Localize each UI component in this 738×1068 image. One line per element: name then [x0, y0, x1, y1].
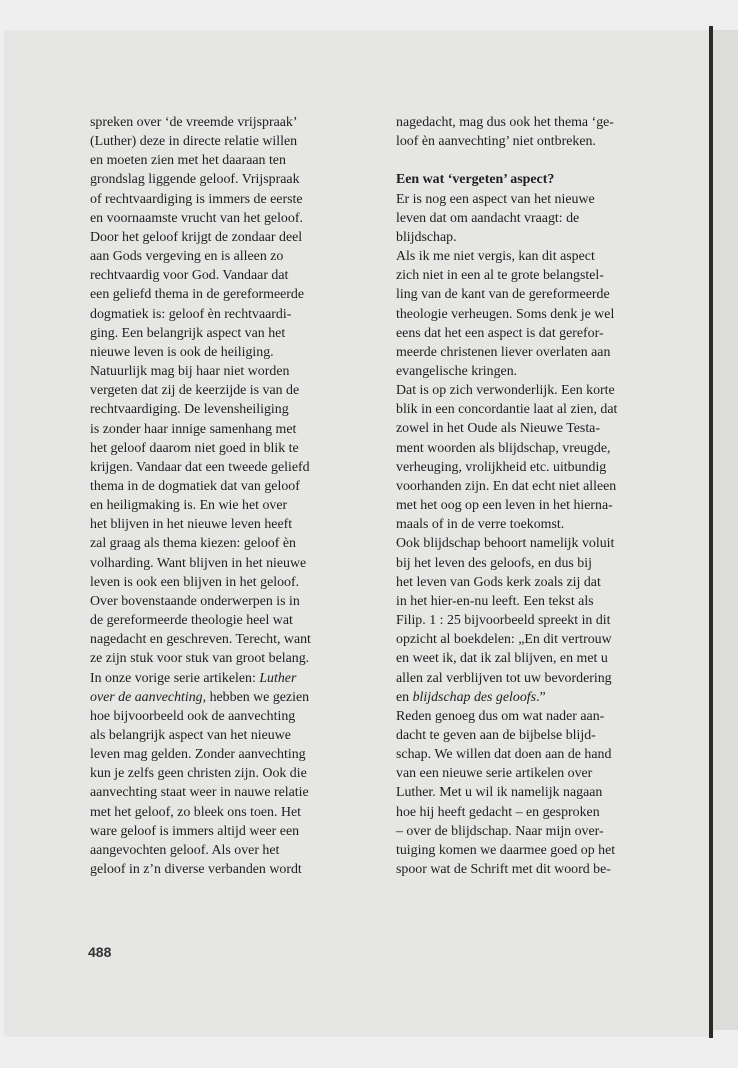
section-heading: Een wat ‘vergeten’ aspect?	[396, 172, 555, 188]
text-line: vergeten dat zij de keerzijde is van de	[90, 383, 300, 399]
text-line: of rechtvaardiging is immers de eerste	[90, 191, 303, 207]
text-line: zowel in het Oude als Nieuwe Testa-	[396, 421, 600, 437]
text-line: voorhanden zijn. En dat echt niet alleen	[396, 478, 617, 494]
text-line: zal graag als thema kiezen: geloof èn	[90, 536, 296, 552]
text-line: ment woorden als blijdschap, vreugde,	[396, 440, 611, 456]
text-line: Er is nog een aspect van het nieuwe	[396, 191, 595, 207]
text-line: Reden genoeg dus om wat nader aan-	[396, 708, 605, 724]
text-line: thema in de dogmatiek dat van geloof	[90, 478, 300, 494]
text-line: grondslag liggende geloof. Vrijspraak	[90, 172, 300, 188]
text-line: aanvechting staat weer in nauwe relatie	[90, 785, 309, 801]
text-line: blik in een concordantie laat al zien, dat	[396, 402, 618, 418]
text-line: nagedacht en geschreven. Terecht, want	[90, 632, 311, 648]
text-line: rechtvaardiging. De levensheiliging	[90, 402, 289, 418]
text-line: ling van de kant van de gereformeerde	[396, 287, 610, 303]
text-line: Filip. 1 : 25 bijvoorbeeld spreekt in dit	[396, 613, 611, 629]
text-line: blijdschap.	[396, 229, 457, 245]
text-line: dacht te geven aan de bijbelse blijd-	[396, 727, 596, 743]
text-line: verheuging, vrolijkheid etc. uitbundig	[396, 459, 607, 475]
text-line: leven is ook een blijven in het geloof.	[90, 574, 300, 590]
text-line: Natuurlijk mag bij haar niet worden	[90, 364, 290, 380]
text-line: maals of in de verre toekomst.	[396, 517, 565, 533]
text-line: het blijven in het nieuwe leven heeft	[90, 517, 293, 533]
text-line: volharding. Want blijven in het nieuwe	[90, 555, 307, 571]
text-line: spoor wat de Schrift met dit woord be-	[396, 862, 611, 878]
text-line: leven mag gelden. Zonder aanvechting	[90, 747, 306, 763]
right-text-column	[396, 113, 666, 879]
text-line: Dat is op zich verwonderlijk. Een korte	[396, 383, 615, 399]
text-line: met het geloof, zo bleek ons toen. Het	[90, 804, 301, 820]
text-line: hoe bijvoorbeeld ook de aanvechting	[90, 708, 296, 724]
text-line: een geliefd thema in de gereformeerde	[90, 287, 305, 303]
text-line: zich niet in een al te grote belangstel-	[396, 268, 604, 284]
text-line: Luther. Met u wil ik namelijk nagaan	[396, 785, 603, 801]
text-line: in het hier-en-nu leeft. Een tekst als	[396, 593, 594, 609]
text-line: (Luther) deze in directe relatie willen	[90, 134, 298, 150]
text-line: dogmatiek is: geloof èn rechtvaardi-	[90, 306, 292, 322]
text-line: schap. We willen dat doen aan de hand	[396, 747, 612, 763]
text-line: spreken over ‘de vreemde vrijspraak’	[90, 115, 298, 130]
text-line: de gereformeerde theologie heel wat	[90, 613, 293, 629]
right-column-body	[396, 190, 666, 880]
text-line: hoe hij heeft gedacht – en gesproken	[396, 804, 600, 820]
text-line: theologie verheugen. Soms denk je wel	[396, 306, 615, 322]
text-line: tuiging komen we daarmee goed op het	[396, 842, 616, 858]
text-line: aan Gods vergeving en is alleen zo	[90, 249, 284, 265]
text-line: en weet ik, dat ik zal blijven, en met u	[396, 651, 608, 667]
text-line: nieuwe leven is ook de heiliging.	[90, 344, 274, 360]
text-line: over de aanvechting, hebben we gezien	[90, 689, 310, 705]
text-line: en heiligmaking is. En wie het over	[90, 498, 288, 514]
right-column-intro	[396, 113, 666, 151]
text-line: van een nieuwe serie artikelen over	[396, 766, 593, 782]
text-line: allen zal verblijven tot uw bevordering	[396, 670, 612, 686]
text-line: rechtvaardig voor God. Vandaar dat	[90, 268, 289, 284]
text-line: opzicht al boekdelen: „En dit vertrouw	[396, 632, 612, 648]
adjacent-page-edge	[713, 30, 738, 1030]
text-line: krijgen. Vandaar dat een tweede geliefd	[90, 459, 310, 475]
page-number: 488	[88, 944, 112, 960]
text-line: – over de blijdschap. Naar mijn over-	[396, 823, 604, 839]
text-line: leven dat om aandacht vraagt: de	[396, 210, 580, 226]
text-line: eens dat het een aspect is dat gerefor-	[396, 325, 604, 341]
text-line: meerde christenen liever overlaten aan	[396, 344, 611, 360]
text-line: en blijdschap des geloofs.”	[396, 689, 546, 705]
text-line: geloof in z’n diverse verbanden wordt	[90, 862, 302, 878]
text-line: het leven van Gods kerk zoals zij dat	[396, 574, 601, 590]
text-line: loof èn aanvechting’ niet ontbreken.	[396, 134, 596, 150]
text-line: ging. Een belangrijk aspect van het	[90, 325, 286, 341]
text-line: is zonder haar innige samenhang met	[90, 421, 297, 437]
text-line: evangelische kringen.	[396, 364, 518, 380]
text-line: Ook blijdschap behoort namelijk voluit	[396, 536, 615, 552]
text-line: Door het geloof krijgt de zondaar deel	[90, 229, 303, 245]
text-line: Over bovenstaande onderwerpen is in	[90, 593, 300, 609]
text-line: als belangrijk aspect van het nieuwe	[90, 728, 291, 743]
text-line: Als ik me niet vergis, kan dit aspect	[396, 249, 595, 265]
text-line: In onze vorige serie artikelen: Luther	[90, 670, 297, 686]
text-line: ware geloof is immers altijd weer een	[90, 823, 300, 839]
text-line: en moeten zien met het daaraan ten	[90, 153, 286, 169]
paragraph-gap	[396, 151, 666, 170]
text-line: kun je zelfs geen christen zijn. Ook die	[90, 766, 307, 782]
text-line: bij het leven des geloofs, en dus bij	[396, 555, 592, 571]
text-line: nagedacht, mag dus ook het thema ‘ge-	[396, 115, 614, 130]
text-line: ze zijn stuk voor stuk van groot belang.	[90, 651, 310, 667]
text-line: met het oog op een leven in het hierna-	[396, 498, 613, 514]
text-line: en voornaamste vrucht van het geloof.	[90, 210, 303, 226]
text-line: aangevochten geloof. Als over het	[90, 842, 280, 858]
left-text-column	[90, 113, 360, 879]
text-line: het geloof daarom niet goed in blik te	[90, 440, 299, 456]
